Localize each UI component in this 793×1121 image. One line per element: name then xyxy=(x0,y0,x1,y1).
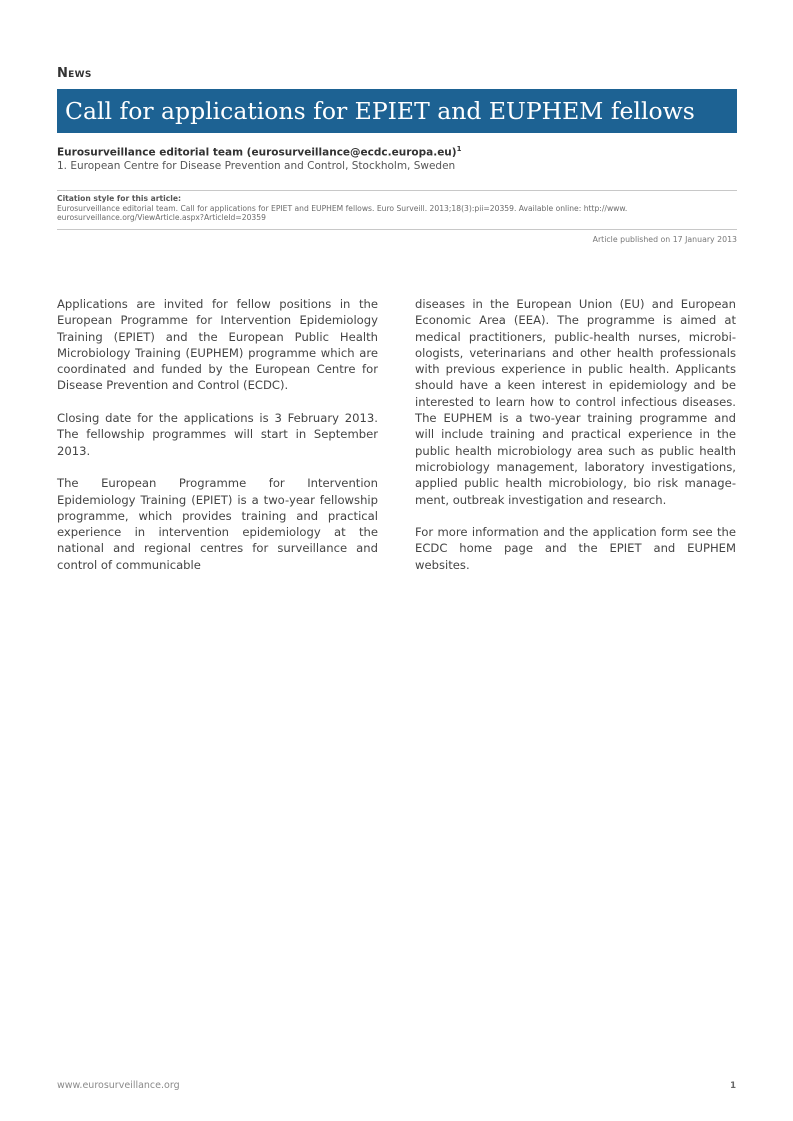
body-paragraph: Closing date for the applications is 3 February 2013. The fellowship programmes will start in September 2013. xyxy=(57,411,378,458)
body-column-left xyxy=(57,296,378,589)
page-number: 1 xyxy=(730,1081,736,1091)
author-name: Eurosurveillance editorial team (eurosurveillance@ecdc.europa.eu) xyxy=(57,146,457,159)
body-paragraph: Applications are invited for fellow positions in the European Programme for Intervention Epidemiology Training (EPIET) and the European Public Health Microbiology Training (EUPHEM) programme which are coordinated and funded by the European Centre for Disease Prevention and Control (ECDC). xyxy=(57,297,378,393)
divider-bottom xyxy=(57,229,737,230)
author-line xyxy=(57,143,461,160)
title-banner xyxy=(57,89,737,133)
publication-date: Article published on 17 January 2013 xyxy=(592,235,737,244)
body-paragraph: The European Programme for Intervention Epidemiology Training (EPIET) is a two-year fellowship programme, which provides training and practical experience in intervention epidemiology at the national and regional centres for surveillance and control of communicable xyxy=(57,476,378,572)
article-title: Call for applications for EPIET and EUPHEM fellows xyxy=(65,97,695,125)
affiliation: 1. European Centre for Disease Prevention and Control, Stockholm, Sweden xyxy=(57,159,456,172)
citation-text: Eurosurveillance editorial team. Call for applications for EPIET and EUPHEM fellows. Euro Surveill. 2013;18(3):pii=20359. Available online: http://www. eurosurveillance.org/ViewArticle.aspx?ArticleId=20359 xyxy=(57,203,628,222)
citation-heading: Citation style for this article: xyxy=(57,194,182,203)
body-paragraph: For more information and the application form see the ECDC home page and the EPIET and EUPHEM websites. xyxy=(415,525,736,572)
footer-website-link[interactable]: www.eurosurveillance.org xyxy=(57,1080,180,1091)
divider-top xyxy=(57,190,737,191)
body-column-right xyxy=(415,296,736,589)
author-affiliation-marker: 1 xyxy=(456,145,462,153)
section-label: News xyxy=(57,66,92,81)
citation-block xyxy=(57,194,737,223)
author-block xyxy=(57,143,461,173)
body-paragraph: diseases in the European Union (EU) and European Economic Area (EEA). The programme is aimed at medical practitioners, public-health nurses, microbiologists, veterinarians and other health professionals with previous experience in public health. Applicants should have a keen interest in epidemiology and be interested to learn how to control infectious diseases. The EUPHEM is a two-year training programme and will include training and practical experience in the public health microbiology area such as public health microbiology management, laboratory investigations, applied public health microbiology, bio risk management, outbreak investigation and research. xyxy=(415,297,736,507)
